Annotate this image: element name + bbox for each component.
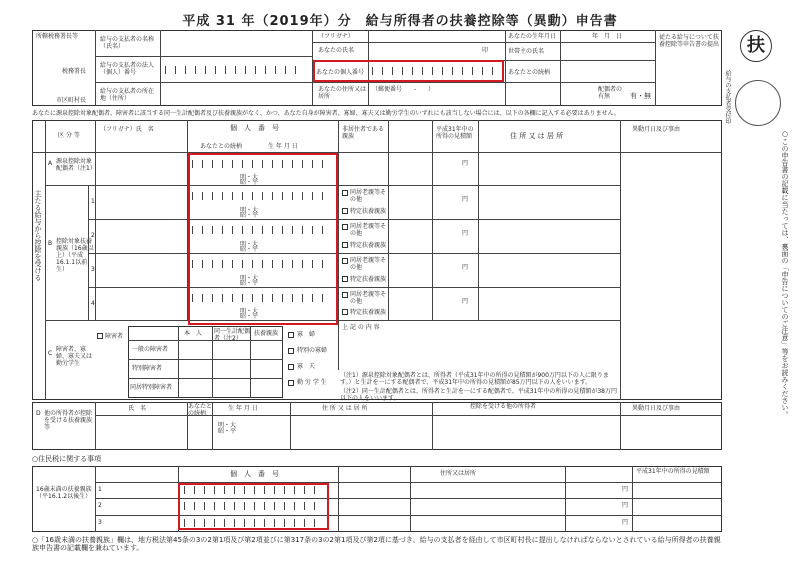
- header-change: 異動月日及び事由: [632, 126, 681, 133]
- seal-label: 印: [482, 47, 489, 54]
- spouse-yes-no[interactable]: 有・無: [630, 92, 651, 100]
- b-yen: 円: [462, 264, 469, 271]
- your-address-label: あなたの住所又は居所: [318, 86, 367, 100]
- c-general: 一般の障害者: [132, 346, 169, 353]
- b-elderly[interactable]: 同居老親等その他: [350, 189, 387, 203]
- c-disabled[interactable]: 障害者: [105, 333, 124, 340]
- birth-label: あなたの生年月日: [508, 33, 557, 40]
- section-d-label: 他の所得者が控除を受ける扶養親族等: [44, 410, 93, 431]
- rt-yen-3: 円: [622, 519, 629, 526]
- b-yen: 円: [462, 196, 469, 203]
- header-income: 平成31年中の所得の見積額: [436, 126, 474, 140]
- d-address: 住 所 又 は 居 所: [322, 405, 368, 412]
- tax-office-label: 所轄税務署長等: [36, 33, 79, 40]
- furigana-label: （フリガナ）: [318, 33, 354, 40]
- rt-yen-1: 円: [622, 486, 629, 493]
- stamp-label: 給与の支払者受付印: [724, 70, 731, 124]
- b-era1: 明・大: [240, 275, 259, 282]
- tax-office-head-label: 税務署長: [62, 68, 87, 75]
- payer-number-label: 給与の支払者の法人（個人）番号: [100, 62, 155, 76]
- c-note2: （注2）同一生計配偶者とは、所得者と生計を一にする配偶者で、平成31年中の所得の見積額が38万円以下の人をいいます。: [340, 388, 617, 402]
- a-yen: 円: [462, 160, 469, 167]
- header-name: （フリガナ）氏 名: [100, 126, 154, 133]
- rt-yen-2: 円: [622, 502, 629, 509]
- b-specific[interactable]: 特定扶養親族: [350, 242, 387, 249]
- a-era2: 昭・平: [240, 179, 259, 186]
- c-note1: （注1）源泉控除対象配偶者とは、所得者（平成31年中の所得の見積額が900万円以下の人に限ります。）と生計を一にする配偶者で、平成31年中の所得の見積額が85万円以下の人をいいます。: [340, 372, 609, 386]
- b-yen: 円: [462, 230, 469, 237]
- c-widow[interactable]: 寡 婦: [297, 331, 316, 338]
- header-address: 住 所 又 は 居 所: [510, 132, 564, 140]
- highlight-your-number: [313, 60, 504, 82]
- b-row-number: 2: [91, 232, 95, 239]
- birth-date-label: 年 月 日: [592, 33, 623, 40]
- b-era2: 昭・平: [240, 313, 259, 320]
- header-category: 区 分 等: [58, 132, 80, 139]
- head-name-label: 世帯主の氏名: [508, 48, 545, 55]
- b-era2: 昭・平: [240, 246, 259, 253]
- a-era1: 明・大: [240, 174, 259, 181]
- your-number-label: あなたの個人番号: [316, 69, 365, 76]
- d-other-payer: 控除を受ける他の所得者: [470, 403, 537, 410]
- spouse-label: 配偶者の有無: [598, 86, 623, 100]
- b-specific[interactable]: 特定扶養親族: [350, 309, 387, 316]
- rt-address: 住所又は居所: [440, 470, 477, 477]
- b-era1: 明・大: [240, 241, 259, 248]
- c-special-widow[interactable]: 特別の寡婦: [297, 347, 328, 354]
- section-b-label: 控除対象扶養親族（16歳以上）（平成16.1.1以前生）: [56, 238, 94, 273]
- footer-note: ○「16歳未満の扶養親族」欄は、地方税法第45条の3の2第1項及び第2項並びに第317条の3の2第1項及び第2項に基づき、給与の支払者を経由して市区町村長に提出しなければならないとされている給与所得者の扶養親族申告書の記載欄を兼ねています。: [32, 536, 721, 552]
- b-elderly[interactable]: 同居老親等その他: [350, 223, 387, 237]
- form-mark: 扶: [740, 30, 772, 62]
- section-d-mark: D: [36, 410, 41, 417]
- highlight-dependent-numbers: [188, 153, 338, 325]
- rt-number-header: 個 人 番 号: [230, 470, 279, 478]
- b-row-number: 1: [91, 198, 95, 205]
- city-head-label: 市区町村長: [56, 97, 87, 104]
- d-change: 異動月日及び事由: [632, 405, 681, 412]
- b-specific[interactable]: 特定扶養親族: [350, 276, 387, 283]
- resident-tax-table: [32, 466, 722, 532]
- c-student[interactable]: 勤 労 学 生: [297, 379, 327, 386]
- section-a-mark: A: [48, 160, 53, 167]
- b-elderly[interactable]: 同居老親等その他: [350, 291, 387, 305]
- header-number: 個 人 番 号: [230, 124, 279, 132]
- header-nonresident: 非居住者である親族: [342, 126, 385, 140]
- payer-number-boxes[interactable]: [165, 66, 305, 74]
- d-birth: 生 年 月 日: [228, 405, 258, 412]
- b-elderly[interactable]: 同居老親等その他: [350, 257, 387, 271]
- c-above-content: 上 記 の 内 容: [342, 324, 380, 331]
- section-b-mark: B: [48, 240, 53, 247]
- b-row-number: 3: [91, 266, 95, 273]
- highlight-under16-numbers: [178, 483, 329, 530]
- b-era1: 明・大: [240, 308, 259, 315]
- right-notes: ○この申告書の記載に当たっては、裏面の「申告についてのご注意」等をお読みください。: [781, 130, 789, 418]
- d-era1: 明・大: [218, 422, 237, 429]
- your-name-label: あなたの氏名: [318, 47, 355, 54]
- header-birth: 生 年 月 日: [268, 143, 298, 150]
- page-title: 平成 31 年（2019年）分 給与所得者の扶養控除等（異動）申告書: [182, 14, 618, 29]
- b-era2: 昭・平: [240, 280, 259, 287]
- d-era2: 昭・平: [218, 428, 237, 435]
- c-dependent: 扶養親族: [254, 330, 279, 337]
- relation-label: あなたとの続柄: [508, 69, 551, 76]
- rt-income: 平成31年中の所得の見積額: [636, 468, 710, 475]
- d-relation: あなたとの続柄: [188, 403, 213, 417]
- instruction-text: あなたに源泉控除対象配偶者、障害者に該当する同一生計配偶者及び扶養親族がなく、かつ、あなた自身が障害者、寡婦、寡夫又は勤労学生のいずれにも該当しない場合には、以下の各欄に記入する必要はありません。: [32, 110, 621, 117]
- c-widower[interactable]: 寡 夫: [297, 363, 316, 370]
- c-self: 本 人: [184, 330, 203, 337]
- c-cohabiting: 同居特別障害者: [130, 384, 173, 391]
- header-relation: あなたとの続柄: [200, 143, 243, 150]
- rt-row-3: 3: [98, 519, 102, 526]
- b-era1: 明・大: [240, 207, 259, 214]
- b-row-number: 4: [91, 300, 95, 307]
- side-label: 主たる給与から控除を受ける: [34, 190, 42, 281]
- c-special: 特別障害者: [132, 365, 163, 372]
- payer-name-label: 給与の支払者の名称（氏名）: [100, 36, 155, 50]
- section-c-mark: C: [48, 350, 53, 357]
- rt-row-2: 2: [98, 502, 102, 509]
- section-c-label: 障害者、寡婦、寡夫又は勤労学生: [56, 346, 93, 367]
- d-name: 氏 名: [128, 405, 147, 412]
- rt-row-1: 1: [98, 486, 102, 493]
- resident-tax-label: ○住民税に関する事項: [32, 455, 102, 463]
- payer-address-label: 給与の支払者の所在地（住所）: [100, 88, 155, 102]
- b-era2: 昭・平: [240, 212, 259, 219]
- under16-label: 16歳未満の扶養親族（平16.1.2以後生）: [36, 486, 92, 500]
- receipt-stamp: [735, 80, 781, 126]
- b-specific[interactable]: 特定扶養親族: [350, 208, 387, 215]
- c-spouse-same: 同一生計配偶者（注2）: [214, 328, 251, 342]
- section-a-label: 源泉控除対象配偶者（注1）: [56, 158, 96, 172]
- secondary-notice: 従たる給与について扶養控除等申告書の提出: [659, 34, 720, 48]
- b-yen: 円: [462, 298, 469, 305]
- postal-label: （郵便番号 - ）: [372, 86, 435, 93]
